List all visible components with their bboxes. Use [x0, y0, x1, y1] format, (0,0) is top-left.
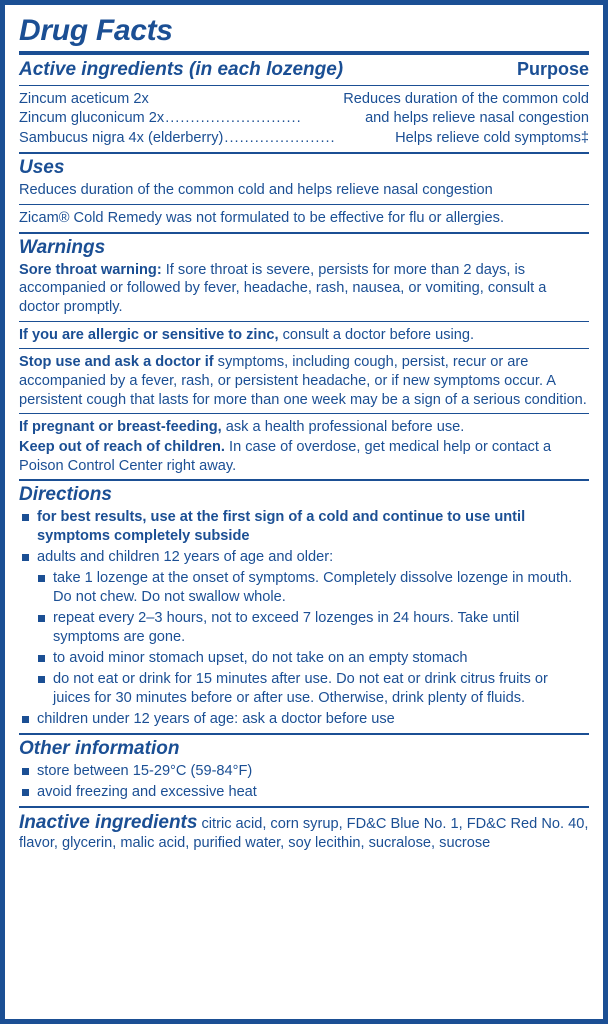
divider-uses-inner: [19, 204, 589, 205]
warning-sore-throat: [19, 261, 589, 317]
divider-other-info: [19, 733, 589, 735]
divider-uses: [19, 152, 589, 154]
warning-allergic: [19, 326, 589, 345]
directions-item-label: adults and children 12 years of age and older:: [37, 549, 334, 566]
uses-line-2: Zicam® Cold Remedy was not formulated to be effective for flu or allergies.: [19, 209, 504, 226]
directions-item: children under 12 years of age: ask a doctor before use: [21, 710, 589, 729]
divider-warnings: [19, 232, 589, 234]
drug-facts-content: [5, 5, 603, 859]
divider-title: [19, 51, 589, 55]
warning-stop-use-text: symptoms, including cough, persist, recur or are accompanied by a fever, rash, or persistent headache, or if new symptoms occur. A persistent cough that lasts for more than one week may be a sign of a serious condition.: [19, 354, 587, 408]
ingredient-dots: [149, 90, 343, 109]
divider-directions: [19, 479, 589, 481]
section-active-ingredients: [19, 59, 589, 149]
divider-warning-1: [19, 321, 589, 322]
warning-allergic-label: If you are allergic or sensitive to zinc,: [19, 326, 279, 343]
warning-keep-out-text: In case of overdose, get medical help or contact a Poison Control Center right away.: [19, 438, 552, 474]
ingredient-purpose: and helps relieve nasal congestion: [365, 110, 589, 127]
section-uses: [19, 158, 589, 227]
other-information-list: [19, 762, 589, 802]
inactive-ingredients-block: [19, 812, 589, 853]
section-warnings: [19, 238, 589, 476]
warning-sore-throat-label: Sore throat warning:: [19, 261, 162, 278]
inactive-ingredients-text: citric acid, corn syrup, FD&C Blue No. 1, FD&C Red No. 40, flavor, glycerin, malic acid, purified water, soy lecithin, sucralose, sucrose: [19, 815, 589, 851]
uses-line-1: Reduces duration of the common cold and helps relieve nasal congestion: [19, 182, 493, 199]
directions-list: [19, 508, 589, 729]
directions-subitem: repeat every 2–3 hours, not to exceed 7 lozenges in 24 hours. Take until symptoms are gone.: [37, 609, 589, 647]
directions-item: for best results, use at the first sign of a cold and continue to use until symptoms completely subside: [21, 508, 589, 546]
uses-heading: Uses: [19, 157, 65, 179]
directions-subitem: do not eat or drink for 15 minutes after use. Do not eat or drink citrus fruits or juices for 30 minutes before or after use. Otherwise, drink plenty of fluids.: [37, 670, 589, 708]
warning-pregnant: [19, 418, 589, 437]
inactive-ingredients-heading: Inactive ingredients: [19, 811, 198, 833]
active-ingredients-heading: Active ingredients (in each lozenge): [19, 58, 344, 80]
active-ingredient-row: [19, 109, 589, 128]
directions-sublist: [37, 569, 589, 708]
ingredient-purpose: Reduces duration of the common cold: [343, 90, 589, 107]
ingredient-name: Zincum aceticum 2x: [19, 90, 149, 107]
warning-keep-out-label: Keep out of reach of children.: [19, 438, 225, 455]
divider-active-head: [19, 85, 589, 86]
other-information-heading: Other information: [19, 737, 180, 759]
active-ingredients-header: [19, 59, 589, 81]
section-directions: [19, 485, 589, 729]
purpose-heading: Purpose: [516, 58, 589, 79]
directions-item: [21, 548, 589, 708]
warning-pregnant-label: If pregnant or breast-feeding,: [19, 419, 222, 436]
directions-heading: Directions: [19, 484, 112, 506]
other-information-item: avoid freezing and excessive heat: [21, 783, 589, 802]
ingredient-purpose: Helps relieve cold symptoms‡: [395, 130, 589, 147]
warning-pregnant-text: ask a health professional before use.: [221, 419, 465, 436]
warning-allergic-text: consult a doctor before using.: [278, 326, 475, 343]
ingredient-name: Zincum gluconicum 2x: [19, 110, 165, 127]
warnings-heading: Warnings: [19, 236, 106, 258]
warning-sore-throat-text: If sore throat is severe, persists for more than 2 days, is accompanied or followed by fever, headache, rash, nausea, or vomiting, consult a doctor promptly.: [19, 261, 547, 315]
warning-stop-use: [19, 353, 589, 409]
ingredient-dots: ...........................: [165, 110, 302, 127]
warning-stop-use-label: Stop use and ask a doctor if: [19, 354, 214, 371]
directions-subitem: take 1 lozenge at the onset of symptoms. Completely dissolve lozenge in mouth. Do not chew. Do not swallow whole.: [37, 569, 589, 607]
ingredient-name: Sambucus nigra 4x (elderberry): [19, 130, 224, 147]
directions-subitem: to avoid minor stomach upset, do not take on an empty stomach: [37, 649, 589, 668]
active-ingredient-row: [19, 90, 589, 109]
warning-keep-out: [19, 438, 589, 475]
ingredient-dots: ......................: [224, 130, 336, 147]
divider-warning-2: [19, 348, 589, 349]
divider-inactive: [19, 806, 589, 808]
page-title: Drug Facts: [19, 14, 173, 47]
section-inactive-ingredients: [19, 812, 589, 853]
section-other-information: [19, 739, 589, 802]
active-ingredient-row: [19, 129, 589, 148]
divider-warning-3: [19, 413, 589, 414]
other-information-item: store between 15-29°C (59-84°F): [21, 762, 589, 781]
